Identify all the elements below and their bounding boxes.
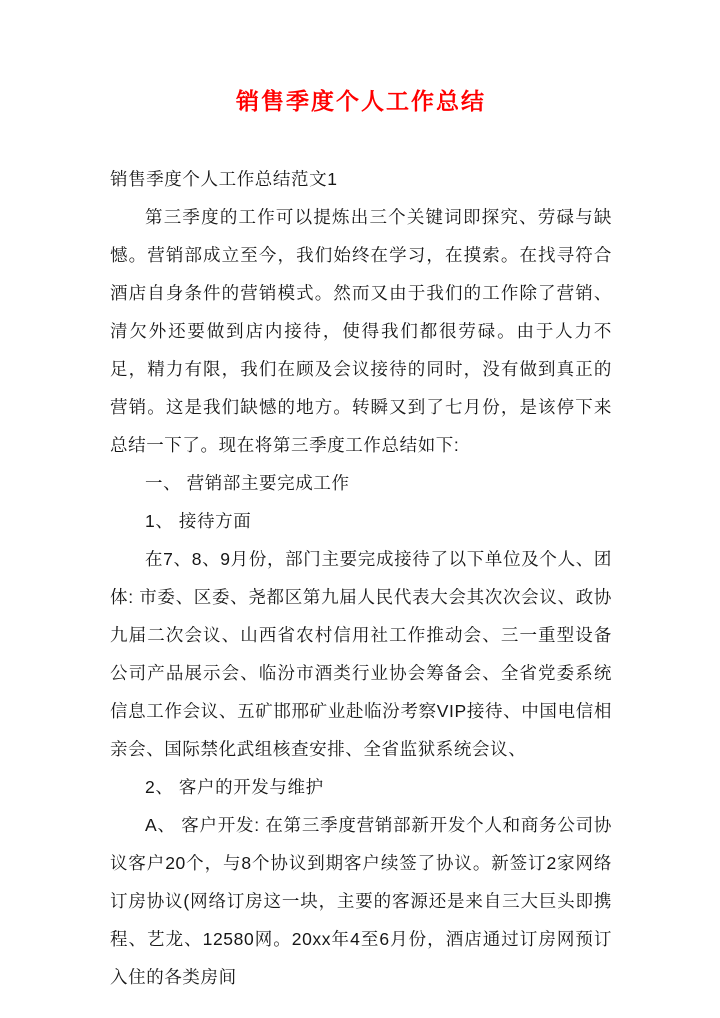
document-title: 销售季度个人工作总结 bbox=[236, 88, 486, 114]
paragraph: 第三季度的工作可以提炼出三个关键词即探究、劳碌与缺憾。营销部成立至今，我们始终在学习，在摸索。在找寻符合酒店自身条件的营销模式。然而又由于我们的工作除了营销、清欠外还要做到店内接待，使得我们都很劳碌。由于人力不足，精力有限，我们在顾及会议接待的同时，没有做到真正的营销。这是我们缺憾的地方。转瞬又到了七月份，是该停下来总结一下了。现在将第三季度工作总结如下: bbox=[110, 207, 612, 455]
paragraph: A、 客户开发: 在第三季度营销部新开发个人和商务公司协议客户20个，与8个协议到期客户续签了协议。新签订2家网络订房协议(网络订房这一块，主要的客源还是来自三大巨头即携程、艺龙、12580网。20xx年4至6月份，酒店通过订房网预订入住的各类房间 bbox=[110, 815, 612, 987]
paragraph-heading: 1、 接待方面 bbox=[145, 511, 252, 531]
paragraph-heading: 一、 营销部主要完成工作 bbox=[145, 473, 350, 493]
paragraph: 在7、8、9月份，部门主要完成接待了以下单位及个人、团体: 市委、区委、尧都区第九届人民代表大会其次次会议、政协九届二次会议、山西省农村信用社工作推动会、三一重型设备公司产品展示会、临汾市酒类行业协会筹备会、全省党委系统信息工作会议、五矿邯邢矿业赴临汾考察VIP接待、中国电信相亲会、国际禁化武组核查安排、全省监狱系统会议、 bbox=[110, 549, 612, 759]
paragraph: 销售季度个人工作总结范文1 bbox=[110, 169, 338, 189]
paragraph-heading: 2、 客户的开发与维护 bbox=[145, 777, 324, 797]
